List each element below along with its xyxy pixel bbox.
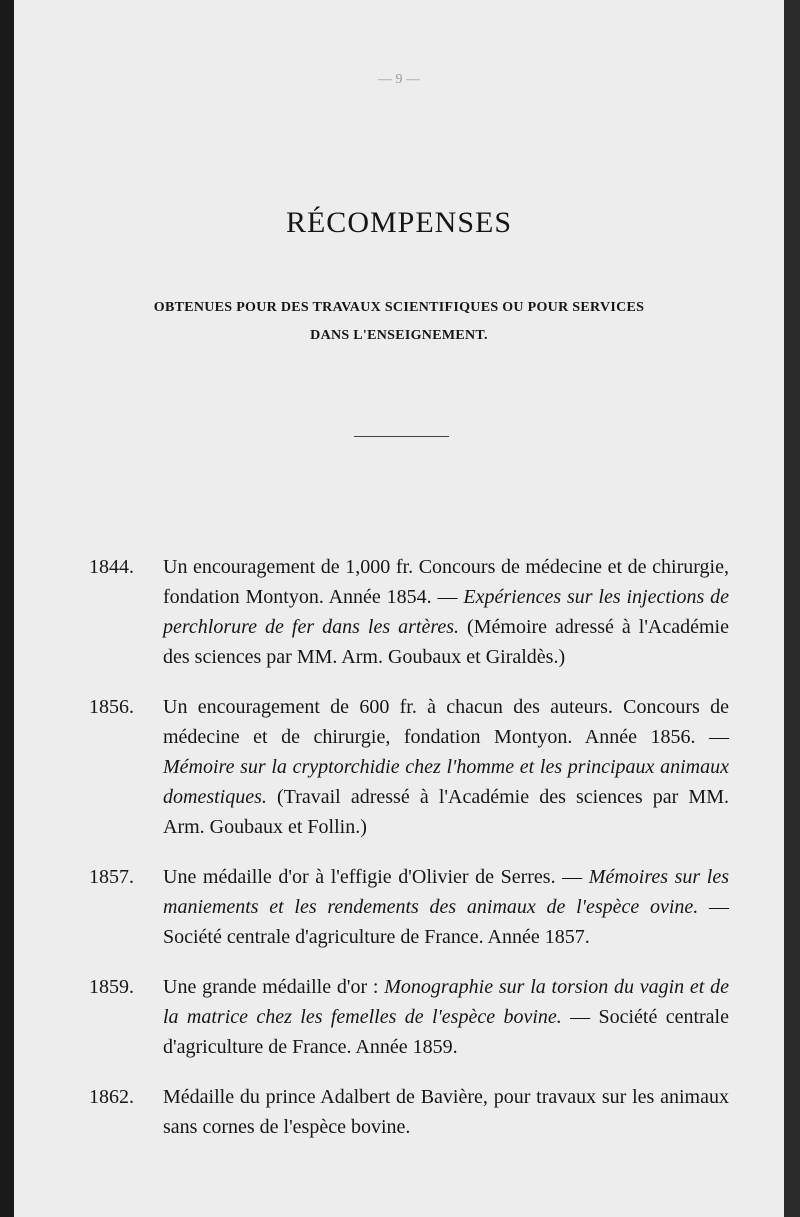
document-page — [14, 0, 784, 1217]
award-entry-1856 — [89, 692, 729, 842]
award-note: (Travail adressé à l'Académie des sciences par MM. Arm. Goubaux et Follin.) — [163, 786, 729, 838]
award-note: — Société centrale d'agriculture de France. Année 1859. — [163, 1006, 729, 1058]
award-year: 1859. — [89, 976, 134, 998]
subtitle-line-1: OBTENUES POUR DES TRAVAUX SCIENTIFIQUES OU POUR SERVICES — [153, 300, 645, 315]
award-note: (Mémoire adressé à l'Académie des sciences par MM. Arm. Goubaux et Giraldès.) — [163, 616, 729, 668]
subtitle — [134, 294, 664, 350]
award-year: 1856. — [89, 696, 134, 718]
award-entry-1844 — [89, 552, 729, 672]
award-work-title: Monographie sur la torsion du vagin et de la matrice chez les femelles de l'espèce bovine. — [163, 976, 729, 1028]
award-text: Médaille du prince Adalbert de Bavière, pour travaux sur les animaux sans cornes de l'espèce bovine. — [163, 1086, 729, 1138]
award-year: 1862. — [89, 1086, 134, 1108]
divider — [354, 436, 449, 437]
award-entry-1857 — [89, 862, 729, 952]
award-year: 1844. — [89, 556, 134, 578]
award-note: — Société centrale d'agriculture de France. Année 1857. — [163, 896, 730, 948]
award-work-title: Mémoires sur les maniements et les rendements des animaux de l'espèce ovine. — [163, 866, 729, 918]
award-entry-1859 — [89, 972, 729, 1062]
subtitle-line-2: DANS L'ENSEIGNEMENT. — [310, 328, 488, 343]
award-text: Une médaille d'or à l'effigie d'Olivier de Serres. — — [163, 866, 589, 888]
award-text: Un encouragement de 1,000 fr. Concours de médecine et de chirurgie, fondation Montyon. Année 1854. — — [163, 556, 729, 608]
award-text: Un encouragement de 600 fr. à chacun des auteurs. Concours de médecine et de chirurgie, fondation Montyon. Année 1856. — — [163, 696, 729, 748]
award-year: 1857. — [89, 866, 134, 888]
award-entry-1862 — [89, 1082, 729, 1142]
scan-edge — [784, 0, 800, 1217]
page-title: RÉCOMPENSES — [285, 206, 513, 240]
award-text: Une grande médaille d'or : — [163, 976, 385, 998]
award-work-title: Expériences sur les injections de perchlorure de fer dans les artères. — [163, 586, 729, 638]
award-work-title: Mémoire sur la cryptorchidie chez l'homme et les principaux animaux domestiques. — [163, 756, 729, 808]
awards-list — [89, 532, 729, 1158]
page-number: — 9 — — [378, 72, 420, 87]
